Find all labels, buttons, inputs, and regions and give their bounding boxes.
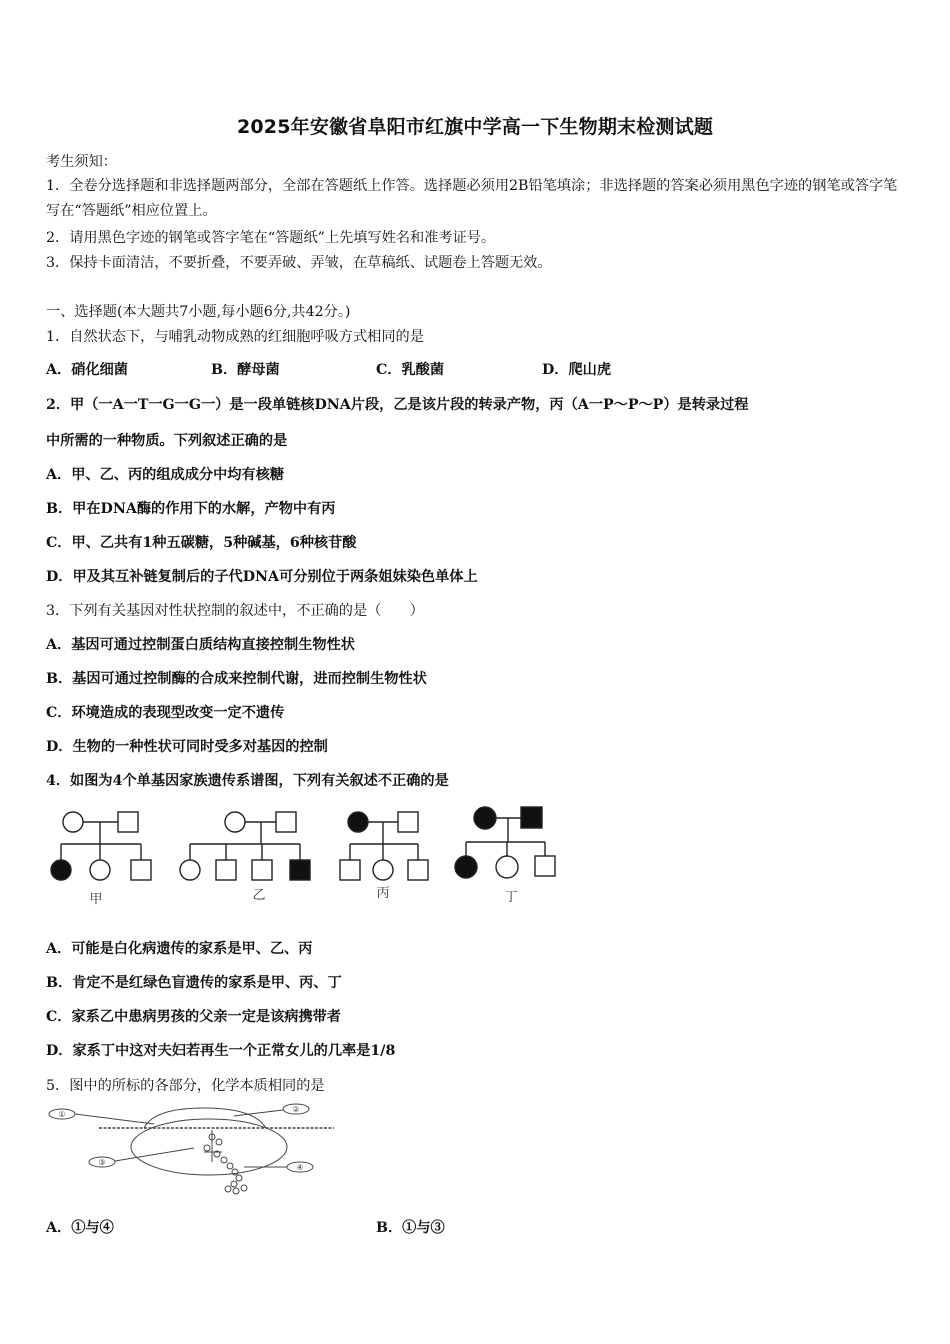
figure-label-1: ① [58,1110,66,1119]
page-title: 2025年安徽省阜阳市红旗中学高一下生物期末检测试题 [236,116,714,138]
q2-option-a: A．甲、乙、丙的组成成分中均有核糖 [46,467,285,483]
q2-stem-line2: 中所需的一种物质。下列叙述正确的是 [46,433,288,449]
figure-label-4: ④ [296,1163,304,1172]
pedigree-figure [40,800,570,912]
pedigree-label-ding: 丁 [504,890,518,905]
figure-label-2: ② [292,1105,300,1114]
q1-option-b: B．酵母菌 [211,362,280,378]
q4-option-b: B．肯定不是红绿色盲遗传的家系是甲、丙、丁 [46,975,342,991]
figure-label-3: ③ [98,1158,106,1167]
q4-option-c: C．家系乙中患病男孩的父亲一定是该病携带者 [46,1009,342,1025]
q4-option-d: D．家系丁中这对夫妇若再生一个正常女儿的几率是1/8 [46,1043,396,1059]
notice-heading: 考生须知： [46,154,117,170]
q5-option-a: A．①与④ [46,1220,114,1236]
q4-option-a: A．可能是白化病遗传的家系是甲、乙、丙 [46,941,313,957]
q2-stem-line1: 2．甲（一A一T一G一G一）是一段单链核DNA片段，乙是该片段的转录产物，丙（A一P～P～P）是转录过程 [46,397,749,413]
q2-option-d: D．甲及其互补链复制后的子代DNA可分别位于两条姐妹染色单体上 [46,569,478,585]
q1-stem: 1．自然状态下，与哺乳动物成熟的红细胞呼吸方式相同的是 [46,329,424,345]
notice-item-3: 3．保持卡面清洁，不要折叠，不要弄破、弄皱，在草稿纸、试题卷上答题无效。 [46,255,552,271]
q3-option-b: B．基因可通过控制酶的合成来控制代谢，进而控制生物性状 [46,671,427,687]
membrane-receptor-figure [44,1102,344,1202]
q4-stem: 4．如图为4个单基因家族遗传系谱图，下列有关叙述不正确的是 [46,773,449,789]
q3-stem: 3．下列有关基因对性状控制的叙述中，不正确的是（ ） [46,603,424,619]
pedigree-label-yi: 乙 [252,888,266,903]
q3-option-d: D．生物的一种性状可同时受多对基因的控制 [46,739,328,755]
q5-option-b: B．①与③ [376,1220,445,1236]
q1-option-d: D．爬山虎 [542,362,612,378]
q2-option-b: B．甲在DNA酶的作用下的水解，产物中有丙 [46,501,336,517]
q5-stem: 5．图中的所标的各部分，化学本质相同的是 [46,1078,325,1094]
q3-option-c: C．环境造成的表现型改变一定不遗传 [46,705,285,721]
section-heading: 一、选择题(本大题共7小题,每小题6分,共42分。) [46,304,351,320]
q3-option-a: A．基因可通过控制蛋白质结构直接控制生物性状 [46,637,355,653]
q2-option-c: C．甲、乙共有1种五碳糖，5种碱基，6种核苷酸 [46,535,357,551]
notice-item-1: 1．全卷分选择题和非选择题两部分，全部在答题纸上作答。选择题必须用2B铅笔填涂；非选择题的答案必须用黑色字迹的钢笔或答字笔写在“答题纸”相应位置上。 [46,178,898,219]
pedigree-label-bing: 丙 [376,886,390,901]
pedigree-label-jia: 甲 [89,892,103,907]
q1-option-c: C．乳酸菌 [376,362,445,378]
notice-item-2: 2．请用黑色字迹的钢笔或答字笔在“答题纸”上先填写姓名和准考证号。 [46,230,496,246]
q1-option-a: A．硝化细菌 [46,362,128,378]
